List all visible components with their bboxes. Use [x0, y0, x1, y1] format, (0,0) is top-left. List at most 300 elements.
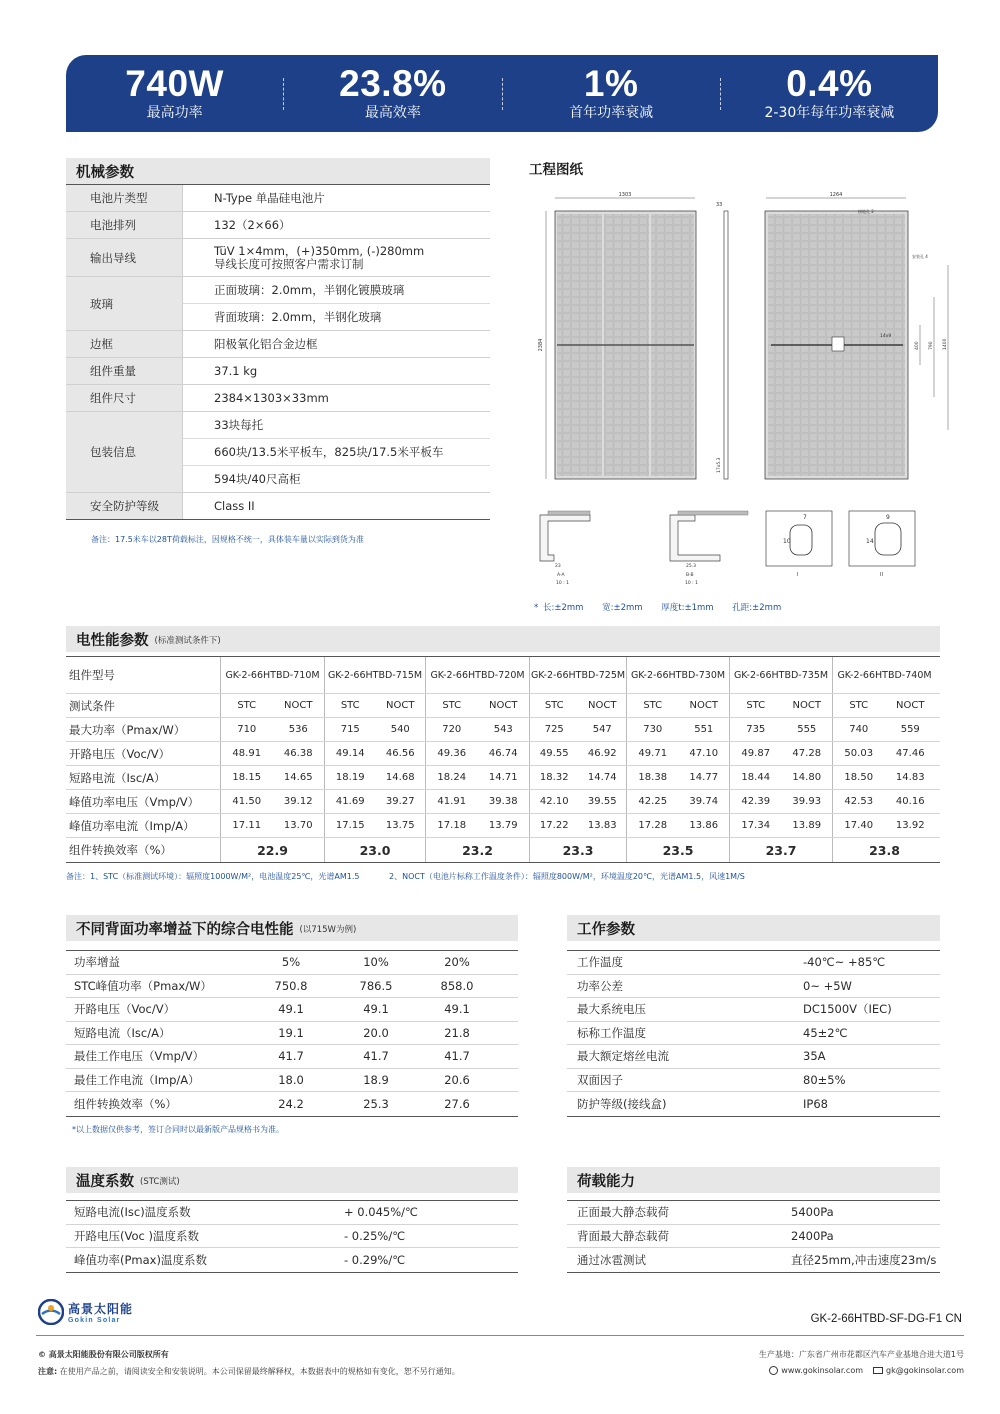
row-value: 27.6	[444, 1096, 470, 1111]
stc-value: 730	[643, 724, 663, 735]
noct-value: 14.80	[792, 772, 822, 783]
cell-group	[220, 742, 324, 765]
cell-group	[626, 766, 729, 789]
noct-value: 13.89	[792, 820, 822, 831]
row-value	[183, 239, 490, 276]
row-value: 41.7	[363, 1049, 389, 1064]
cell-group	[832, 838, 936, 862]
front-view	[538, 192, 696, 479]
cell-group	[626, 742, 729, 765]
stc-value: 18.38	[638, 772, 668, 783]
section-subtitle: (标准测试条件下)	[154, 636, 221, 646]
cell-group	[832, 742, 936, 765]
noct-value: 14.83	[895, 772, 925, 783]
cell-group	[529, 814, 626, 837]
row-value: 2400Pa	[791, 1228, 834, 1243]
row-value: 80±5%	[803, 1072, 846, 1087]
table-row	[66, 1022, 518, 1046]
ground-hole-label: 接地孔 2	[858, 209, 874, 214]
row-label: 组件尺寸	[66, 385, 183, 411]
noct-value: 39.27	[385, 796, 415, 807]
cell-group	[729, 790, 832, 813]
stc-cell: STC	[746, 700, 766, 711]
cell-group	[324, 766, 425, 789]
noct-cell: NOCT	[489, 700, 518, 711]
row-label: 防护等级(接线盒)	[577, 1096, 667, 1111]
row-label: 最佳工作电压（Vmp/V）	[74, 1049, 205, 1064]
cell-group	[626, 814, 729, 837]
side-view	[716, 202, 728, 479]
stc-value: 18.15	[232, 772, 262, 783]
table-row	[567, 998, 940, 1022]
table-row	[66, 742, 940, 766]
electrical-note-2: 2、NOCT（电池片标称工作温度条件）：辐照度800W/M²，环境温度20℃，光谱AM1.5，风速1M/S	[389, 872, 745, 881]
efficiency-value: 23.3	[562, 842, 594, 858]
section-bb-label: B-B	[686, 573, 694, 578]
stc-value: 18.44	[741, 772, 771, 783]
row-value: 正面玻璃：2.0mm，半钢化镀膜玻璃	[183, 277, 490, 304]
table-row	[567, 1022, 940, 1046]
efficiency-value: 23.5	[662, 842, 694, 858]
row-label: 包装信息	[66, 412, 183, 492]
stc-value: 41.50	[232, 796, 262, 807]
cell-group	[832, 790, 936, 813]
notice	[38, 1366, 460, 1377]
cell-group	[529, 742, 626, 765]
bifacial-section-header	[66, 915, 518, 941]
tolerance-hole: 孔距:±2mm	[732, 603, 782, 613]
stc-value: 49.87	[741, 748, 771, 759]
row-value: 25.3	[363, 1096, 389, 1111]
cell-group	[529, 718, 626, 741]
load-table	[567, 1200, 940, 1273]
table-row	[66, 975, 518, 999]
stc-value: 735	[746, 724, 766, 735]
row-label: 电池片类型	[66, 185, 183, 211]
row-label: 开路电压（Voc/V）	[74, 1002, 176, 1017]
table-row	[66, 718, 940, 742]
noct-value: 46.92	[587, 748, 617, 759]
row-value: 20.6	[444, 1072, 470, 1087]
kpi-max-efficiency	[284, 65, 501, 122]
table-row	[66, 1069, 518, 1093]
cell-group	[529, 838, 626, 862]
stc-value: 41.91	[437, 796, 467, 807]
dim-depth: 33	[716, 202, 723, 208]
dim-d10: 10	[783, 538, 791, 545]
cell-group	[729, 814, 832, 837]
bifacial-note: *以上数据仅供参考，签订合同时以最新版产品规格书为准。	[72, 1125, 284, 1134]
section-bb-scale: 10 : 1	[685, 581, 698, 586]
kpi-banner	[66, 55, 938, 132]
noct-value: 46.74	[488, 748, 518, 759]
row-value: - 0.25%/℃	[344, 1228, 406, 1243]
row-value: 41.7	[444, 1049, 470, 1064]
row-label: 峰值功率(Pmax)温度系数	[74, 1252, 207, 1267]
table-row	[66, 331, 490, 358]
table-row	[567, 1248, 940, 1272]
table-row	[66, 1092, 518, 1116]
drawing-title: 工程图纸	[529, 162, 583, 178]
dim-hole-c: 1400	[943, 338, 948, 350]
cell-group	[324, 790, 425, 813]
load-section-header	[567, 1167, 940, 1193]
stc-value: 42.10	[539, 796, 569, 807]
kpi-annual-degradation	[721, 65, 938, 122]
noct-value: 13.86	[689, 820, 719, 831]
cell-group	[832, 718, 936, 741]
temp-section-header	[66, 1167, 518, 1193]
row-label: 输出导线	[66, 239, 183, 276]
electrical-table	[66, 656, 940, 863]
cell-group	[626, 790, 729, 813]
section-aa-scale: 10 : 1	[556, 581, 569, 586]
stc-value: 49.14	[335, 748, 365, 759]
kpi-label: 首年功率衰减	[569, 105, 654, 121]
row-label: 开路电压（Voc/V）	[69, 746, 171, 761]
row-value: 37.1 kg	[214, 364, 258, 378]
work-table	[567, 950, 940, 1117]
notice-label: 注意:	[38, 1367, 58, 1376]
row-value: 18.0	[278, 1072, 304, 1087]
noct-value: 547	[592, 724, 612, 735]
table-row	[567, 1201, 940, 1225]
stc-value: 49.71	[638, 748, 668, 759]
cell-group	[324, 742, 425, 765]
row-label: STC峰值功率（Pmax/W）	[74, 978, 212, 993]
table-row	[66, 412, 490, 493]
table-row	[66, 951, 518, 975]
model-column	[220, 657, 324, 693]
kpi-value: 23.8%	[339, 63, 447, 104]
back-view	[765, 192, 948, 479]
cell-group	[729, 718, 832, 741]
row-label: 安全防护等级	[66, 493, 183, 519]
cell-group	[324, 838, 425, 862]
mail-icon	[873, 1367, 883, 1374]
noct-value: 13.75	[385, 820, 415, 831]
noct-value: 14.65	[283, 772, 313, 783]
stc-value: 41.69	[335, 796, 365, 807]
stc-value: 740	[849, 724, 869, 735]
row-value: 594块/40尺高柜	[214, 472, 301, 486]
model-column	[729, 657, 832, 693]
row-label: 组件重量	[66, 358, 183, 384]
row-value: 直径25mm,冲击速度23m/s	[791, 1252, 937, 1267]
stc-value: 17.28	[638, 820, 668, 831]
bifacial-table	[66, 950, 518, 1117]
cell-group	[832, 694, 936, 717]
website-link[interactable]: www.gokinsolar.com	[781, 1366, 864, 1375]
noct-value: 47.28	[792, 748, 822, 759]
dim-sec-23: 23	[555, 564, 561, 569]
detail-i-label: I	[797, 572, 799, 578]
efficiency-value: 22.9	[257, 842, 288, 858]
row-value: 20%	[444, 955, 470, 970]
dim-back-width: 1264	[829, 192, 843, 198]
cell-group	[425, 766, 529, 789]
logo-en: Gokin Solar	[68, 1317, 121, 1324]
row-label: 功率公差	[577, 978, 623, 993]
row-value: 858.0	[440, 978, 474, 993]
detail-ii-label: II	[880, 572, 883, 578]
table-row	[66, 838, 940, 862]
noct-cell: NOCT	[689, 700, 718, 711]
noct-value: 13.92	[895, 820, 925, 831]
model-column	[832, 657, 936, 693]
stc-value: 18.19	[335, 772, 365, 783]
table-row	[567, 1045, 940, 1069]
stc-value: 710	[237, 724, 257, 735]
row-value: 2384×1303×33mm	[214, 391, 329, 405]
table-row	[567, 1092, 940, 1116]
row-value: 49.1	[278, 1002, 304, 1017]
row-value: 10%	[363, 955, 389, 970]
electrical-section-header	[66, 626, 940, 652]
contact-info	[769, 1366, 964, 1375]
row-value: 750.8	[274, 978, 308, 993]
noct-value: 39.93	[792, 796, 822, 807]
section-title: 温度系数	[76, 1173, 134, 1190]
stc-cell: STC	[237, 700, 257, 711]
row-label: 最大额定熔丝电流	[577, 1049, 669, 1064]
stc-value: 50.03	[844, 748, 874, 759]
row-label: 功率增益	[74, 955, 120, 970]
noct-value: 555	[797, 724, 817, 735]
kpi-label: 最高功率	[146, 105, 203, 121]
cell-group	[729, 694, 832, 717]
cell-group	[729, 838, 832, 862]
row-value: 24.2	[278, 1096, 304, 1111]
model-name: GK-2-66HTBD-720M	[430, 669, 525, 681]
engineering-drawing	[520, 185, 950, 595]
row-value: 21.8	[444, 1025, 470, 1040]
section-bb	[670, 511, 748, 586]
noct-value: 40.16	[895, 796, 925, 807]
noct-value: 39.12	[283, 796, 313, 807]
email-link[interactable]: gk@gokinsolar.com	[886, 1366, 964, 1375]
stc-value: 17.34	[741, 820, 771, 831]
noct-value: 543	[493, 724, 513, 735]
noct-cell: NOCT	[386, 700, 415, 711]
row-label: 玻璃	[66, 277, 183, 330]
noct-value: 47.10	[689, 748, 719, 759]
stc-cell: STC	[849, 700, 869, 711]
dim-hole-mark: 17x5.3	[717, 457, 722, 473]
kpi-value: 0.4%	[786, 63, 873, 104]
stc-value: 17.18	[437, 820, 467, 831]
stc-value: 17.22	[539, 820, 569, 831]
noct-value: 39.55	[587, 796, 617, 807]
stc-value: 18.50	[844, 772, 874, 783]
noct-cell: NOCT	[896, 700, 925, 711]
model-name: GK-2-66HTBD-730M	[630, 669, 726, 681]
model-name: GK-2-66HTBD-735M	[733, 669, 829, 681]
mechanical-table	[66, 184, 490, 520]
stc-value: 17.11	[232, 820, 262, 831]
work-section-header	[567, 915, 940, 941]
stc-value: 42.25	[638, 796, 668, 807]
row-label: 最大功率（Pmax/W）	[69, 722, 186, 737]
row-value: DC1500V（IEC)	[803, 1002, 892, 1017]
row-value: Class II	[214, 499, 255, 513]
noct-value: 46.56	[385, 748, 415, 759]
efficiency-value: 23.7	[765, 842, 797, 858]
row-value: 132（2×66）	[214, 218, 291, 232]
cell-group	[220, 814, 324, 837]
cell-group	[425, 838, 529, 862]
cell-group	[729, 742, 832, 765]
table-row	[66, 185, 490, 212]
cell-group	[626, 838, 729, 862]
noct-value: 13.70	[283, 820, 313, 831]
row-label: 双面因子	[577, 1072, 623, 1087]
table-row	[66, 694, 940, 718]
section-title: 荷载能力	[577, 1173, 635, 1190]
row-label: 开路电压(Voc )温度系数	[74, 1228, 199, 1243]
table-row	[66, 814, 940, 838]
dim-d9: 9	[886, 514, 890, 521]
table-row	[66, 493, 490, 520]
efficiency-value: 23.8	[869, 842, 900, 858]
dim-hole-b: 790	[929, 341, 934, 350]
row-value: + 0.045%/℃	[344, 1205, 418, 1220]
row-value: 49.1	[363, 1002, 389, 1017]
noct-value: 13.79	[488, 820, 518, 831]
section-title: 电性能参数	[76, 632, 149, 649]
stc-value: 715	[340, 724, 360, 735]
row-label: 背面最大静态载荷	[577, 1228, 669, 1243]
section-subtitle: (STC测试)	[140, 1177, 180, 1187]
cell-group	[425, 790, 529, 813]
kpi-value: 1%	[583, 63, 639, 104]
cell-group	[324, 718, 425, 741]
kpi-label: 最高效率	[364, 105, 421, 121]
stc-value: 18.24	[437, 772, 467, 783]
noct-value: 536	[288, 724, 308, 735]
mount-hole-label: 安装孔 4	[912, 254, 928, 259]
row-value: 33块每托	[183, 412, 490, 439]
mechanical-section-header	[66, 158, 490, 184]
row-value: 20.0	[363, 1025, 389, 1040]
tolerance-width: 宽:±2mm	[602, 603, 643, 613]
model-name: GK-2-66HTBD-710M	[225, 669, 320, 681]
row-value: 41.7	[278, 1049, 304, 1064]
dim-front-width: 1303	[618, 192, 632, 198]
row-value: 45±2℃	[803, 1025, 848, 1040]
stc-cell: STC	[442, 700, 462, 711]
cell-group	[220, 790, 324, 813]
cell-group	[220, 838, 324, 862]
dim-d14: 14	[866, 538, 874, 545]
noct-cell: NOCT	[284, 700, 313, 711]
row-value: 背面玻璃：2.0mm，半钢化玻璃	[214, 310, 382, 324]
noct-value: 14.77	[689, 772, 719, 783]
table-header-row	[66, 657, 940, 694]
cell-group	[626, 718, 729, 741]
cell-group	[832, 766, 936, 789]
stc-value: 49.36	[437, 748, 467, 759]
cell-group	[529, 766, 626, 789]
tolerance-length: * 长:±2mm	[534, 603, 584, 613]
table-row	[567, 1225, 940, 1249]
tolerance-note	[534, 601, 795, 613]
model-column	[425, 657, 529, 693]
row-label: 正面最大静态载荷	[577, 1205, 669, 1220]
noct-cell: NOCT	[792, 700, 821, 711]
table-row	[66, 1201, 518, 1225]
row-label: 测试条件	[69, 698, 115, 713]
row-value: 19.1	[278, 1025, 304, 1040]
cell-group	[832, 814, 936, 837]
row-label: 最佳工作电流（Imp/A）	[74, 1072, 200, 1087]
cell-group	[626, 694, 729, 717]
electrical-note-1: 备注：1、STC（标准测试环境）：辐照度1000W/M²，电池温度25℃，光谱AM1.5	[66, 872, 360, 881]
noct-cell: NOCT	[588, 700, 617, 711]
noct-value: 551	[694, 724, 714, 735]
cell-group	[425, 694, 529, 717]
section-aa-label: A-A	[557, 573, 565, 578]
cell-group	[220, 718, 324, 741]
row-value: IP68	[803, 1096, 828, 1111]
noct-value: 14.74	[587, 772, 617, 783]
section-title: 不同背面功率增益下的综合电性能	[76, 921, 294, 938]
noct-value: 39.74	[689, 796, 719, 807]
stc-value: 49.55	[539, 748, 569, 759]
table-row	[66, 385, 490, 412]
row-value: -40℃~ +85℃	[803, 955, 886, 970]
temp-table	[66, 1200, 518, 1273]
dim-hole-a: 400	[915, 341, 920, 350]
noct-value: 39.38	[488, 796, 518, 807]
model-name: GK-2-66HTBD-740M	[837, 669, 932, 681]
copyright: © 高景太阳能股份有限公司版权所有	[38, 1350, 169, 1359]
stc-cell: STC	[544, 700, 564, 711]
row-value: 786.5	[359, 978, 393, 993]
cell-group	[324, 694, 425, 717]
stc-value: 720	[442, 724, 462, 735]
stc-value: 48.91	[232, 748, 262, 759]
table-row	[66, 790, 940, 814]
row-value: 35A	[803, 1049, 826, 1064]
row-value: - 0.29%/℃	[344, 1252, 406, 1267]
detail-i	[766, 511, 832, 578]
row-label: 组件转换效率（%）	[69, 843, 172, 857]
row-label: 组件转换效率（%）	[74, 1096, 177, 1111]
table-row	[66, 1225, 518, 1249]
row-value: 0~ +5W	[803, 978, 852, 993]
row-label: 短路电流（Isc/A）	[74, 1025, 171, 1040]
tolerance-thickness: 厚度t:±1mm	[661, 603, 714, 613]
cell-group	[425, 742, 529, 765]
table-row	[66, 277, 490, 331]
cell-group	[220, 694, 324, 717]
company-logo	[38, 1299, 133, 1325]
table-row	[66, 1045, 518, 1069]
table-row	[66, 998, 518, 1022]
detail-ii	[849, 511, 915, 578]
noct-value: 540	[390, 724, 410, 735]
stc-value: 17.15	[335, 820, 365, 831]
row-label: 边框	[66, 331, 183, 357]
table-row	[567, 1069, 940, 1093]
stc-cell: STC	[643, 700, 663, 711]
model-column	[324, 657, 425, 693]
section-title: 机械参数	[76, 164, 134, 181]
table-row	[66, 1248, 518, 1272]
row-value: 阳极氧化铝合金边框	[214, 337, 318, 351]
noct-value: 14.71	[488, 772, 518, 783]
